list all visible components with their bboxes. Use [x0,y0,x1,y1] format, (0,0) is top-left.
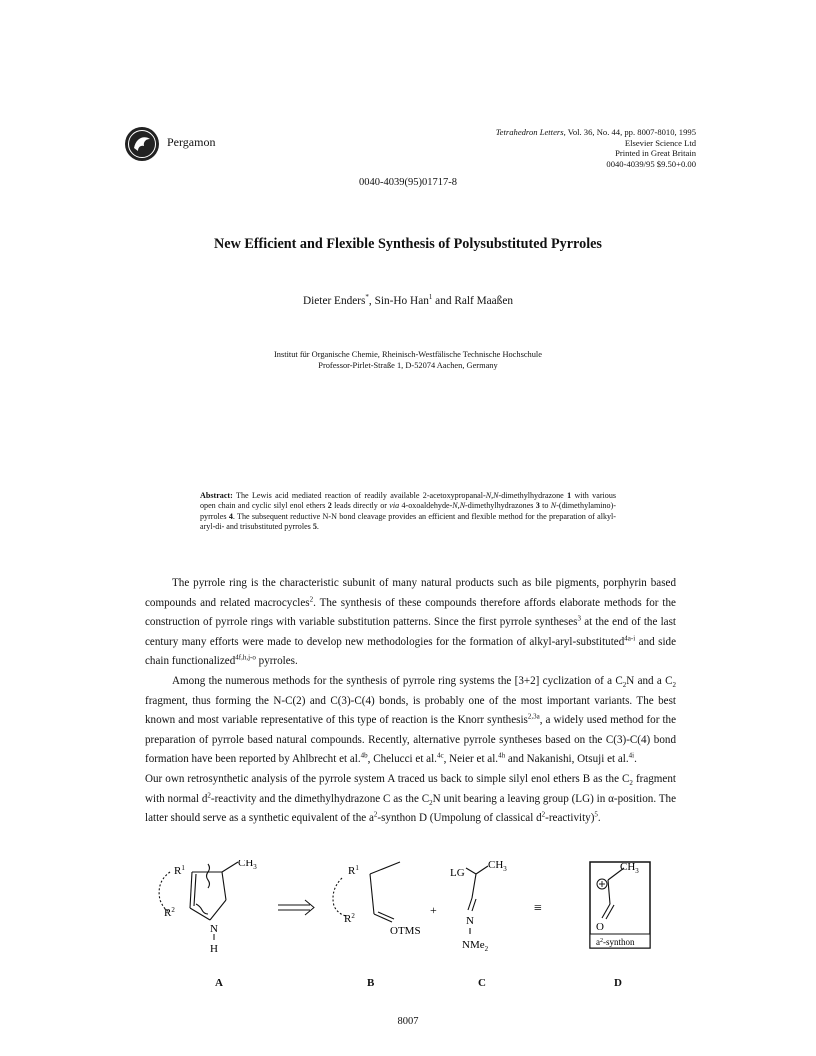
text: N and a C [626,674,673,687]
affiliation-line-1: Institut für Organische Chemie, Rheinisch-Westfälische Technische Hochschule [274,350,542,359]
subscript: 2 [672,681,676,690]
text: , a widely used method for the preparation of pyrrole based natural compounds. Recently, alternative pyrrole syntheses based on the C(3)-C(4) bond formation have been reported by Ahlbrecht et al. [145,714,676,766]
paragraph-3 [145,770,676,829]
superscript: 2 [541,810,546,819]
subscript: 2 [429,798,433,807]
abstract-italic: N [550,501,557,511]
text: at the end of the last century many efforts were made to develop new methodologies for the formation of alkyl-aryl-substituted [145,616,676,648]
superscript: 2 [373,810,378,819]
text: The pyrrole ring is the characteristic subunit of many natural products such as bile pigments, porphyrin based compounds and related macrocycles [145,577,676,609]
author-2-mark: 1 [428,293,433,302]
subscript: 2 [622,681,627,690]
text: -reactivity) [545,812,595,825]
label-otms: OTMS [390,925,421,937]
abstract-text: leads directly or [331,501,390,511]
text: , Chelucci et al. [367,753,437,766]
affiliation-line-2: Professor-Pirlet-Straße 1, D-52074 Aachen, Germany [318,361,498,370]
paragraph-2 [145,672,676,770]
synthon-label: $a^2$-synthon [596,937,635,947]
page-number: 8007 [397,1016,419,1027]
text: . [597,812,601,825]
compound-label-b: B [367,977,375,989]
citation: 4b [360,751,368,760]
affiliation [0,349,816,371]
plus-sign: + [430,903,437,917]
superscript: 2 [207,790,211,799]
abstract-italic: N,N [485,491,499,500]
label-r1: $R^1$ [174,864,185,877]
author-1: Dieter Enders [303,295,366,307]
journal-issn-price: 0040-4039/95 $9.50+0.00 [606,158,696,169]
paper-title: New Efficient and Flexible Synthesis of Polysubstituted Pyrroles [214,236,602,252]
compound-number: 3 [535,501,540,511]
citation: 4a-i [624,634,636,643]
label-n: N [210,923,218,935]
retrosynthesis-scheme [150,860,670,970]
body-text [145,574,676,829]
label-ch3: $CH_3$ [620,861,639,875]
label-r1: $R^1$ [348,864,359,877]
abstract-text: -(dimethylamino)-pyrroles [200,501,616,521]
text: -synthon D (Umpolung of classical d [377,812,542,825]
compound-number: 5 [312,521,317,531]
publisher-name: Pergamon [167,135,216,149]
abstract [200,491,616,532]
compound-number: 4 [228,511,233,521]
journal-volume: , Vol. 36, No. 44, pp. 8007-8010, 1995 [563,127,696,137]
label-n: N [466,915,474,927]
label-o: O [596,921,604,933]
citation: 4i [628,751,635,760]
abstract-text: -dimethylhydrazone [498,491,568,500]
text: Our own retrosynthetic analysis of the pyrrole system A traced us back to simple silyl enol ethers B as the C [145,772,630,785]
compound-number: 2 [327,501,332,511]
author-1-mark: * [365,293,369,302]
abstract-label: Abstract: [200,491,233,500]
citation: 4f,h,j-o [235,653,256,662]
citation: 4c [436,751,444,760]
author-3: and Ralf Maaßen [432,295,513,307]
text: . [634,753,637,766]
abstract-italic: via [389,501,400,511]
citation: 5 [594,810,598,819]
author-2: , Sin-Ho Han [368,295,429,307]
journal-publisher: Elsevier Science Ltd [624,137,696,148]
abstract-text: -dimethylhydrazones [465,501,536,511]
label-nme2: NMe$_2$ [462,939,489,953]
text: fragment with normal d [145,772,676,805]
abstract-text: The Lewis acid mediated reaction of readily available 2-acetoxypropanal- [232,491,486,500]
subscript: 2 [629,779,633,788]
abstract-italic: N,N [452,501,466,511]
journal-info [436,127,696,169]
journal-printed: Printed in Great Britain [615,148,696,159]
label-lg: LG [450,867,465,879]
text: and Nakanishi, Otsuji et al. [505,753,629,766]
citation: 2,3a [527,712,540,721]
citation: 2 [309,594,314,603]
label-ch3: $CH_3$ [488,860,507,873]
abstract-text: 4-oxoaldehyde- [399,501,453,511]
citation: 4h [498,751,506,760]
abstract-text: . The subsequent reductive N-N bond cleavage provides an efficient and flexible method for the preparation of alkyl-aryl-di- and trisubstituted pyrroles [200,511,616,531]
text: . The synthesis of these compounds therefore affords elaborate methods for the construction of pyrrole rings with variable substitution patterns. Since the first pyrrole syntheses [145,596,676,629]
article-code: 0040-4039(95)01717-8 [359,177,457,188]
text: and side chain functionalized [145,635,677,668]
retro-arrow [278,900,314,915]
text: , Neier et al. [443,753,499,766]
text: pyrroles. [255,655,298,668]
equivalence-sign: ≡ [534,901,542,916]
label-ch3: $CH_3$ [238,860,257,871]
structure-d [590,862,650,948]
journal-name: Tetrahedron Letters [495,127,564,137]
compound-label-d: D [614,977,622,989]
text: Among the numerous methods for the synthesis of pyrrole ring systems the [3+2] cyclization of a C [172,674,623,687]
citation: 3 [577,614,581,623]
paragraph-1 [145,574,676,672]
author-list [0,295,816,307]
text: fragment, thus forming the N-C(2) and C(3)-C(4) bonds, is probably one of the most important variants. The best known and most variable representative of this type of reaction is the Knorr synthesis [145,694,676,727]
compound-label-c: C [478,977,486,989]
text: -reactivity and the dimethylhydrazone C as the C [210,792,430,805]
abstract-text: . [316,521,319,531]
text: N unit bearing a leaving group (LG) in α-position. The latter should serve as a synthetic equivalent of the a [145,792,676,825]
label-r2: $R^2$ [164,906,175,919]
label-h: H [210,943,218,955]
abstract-text: to [539,501,551,511]
pergamon-logo [124,126,160,162]
abstract-text: with various open chain and cyclic silyl enol ethers [200,491,617,511]
compound-number: 1 [567,491,572,500]
compound-label-a: A [215,977,223,989]
label-r2: $R^2$ [344,912,355,925]
